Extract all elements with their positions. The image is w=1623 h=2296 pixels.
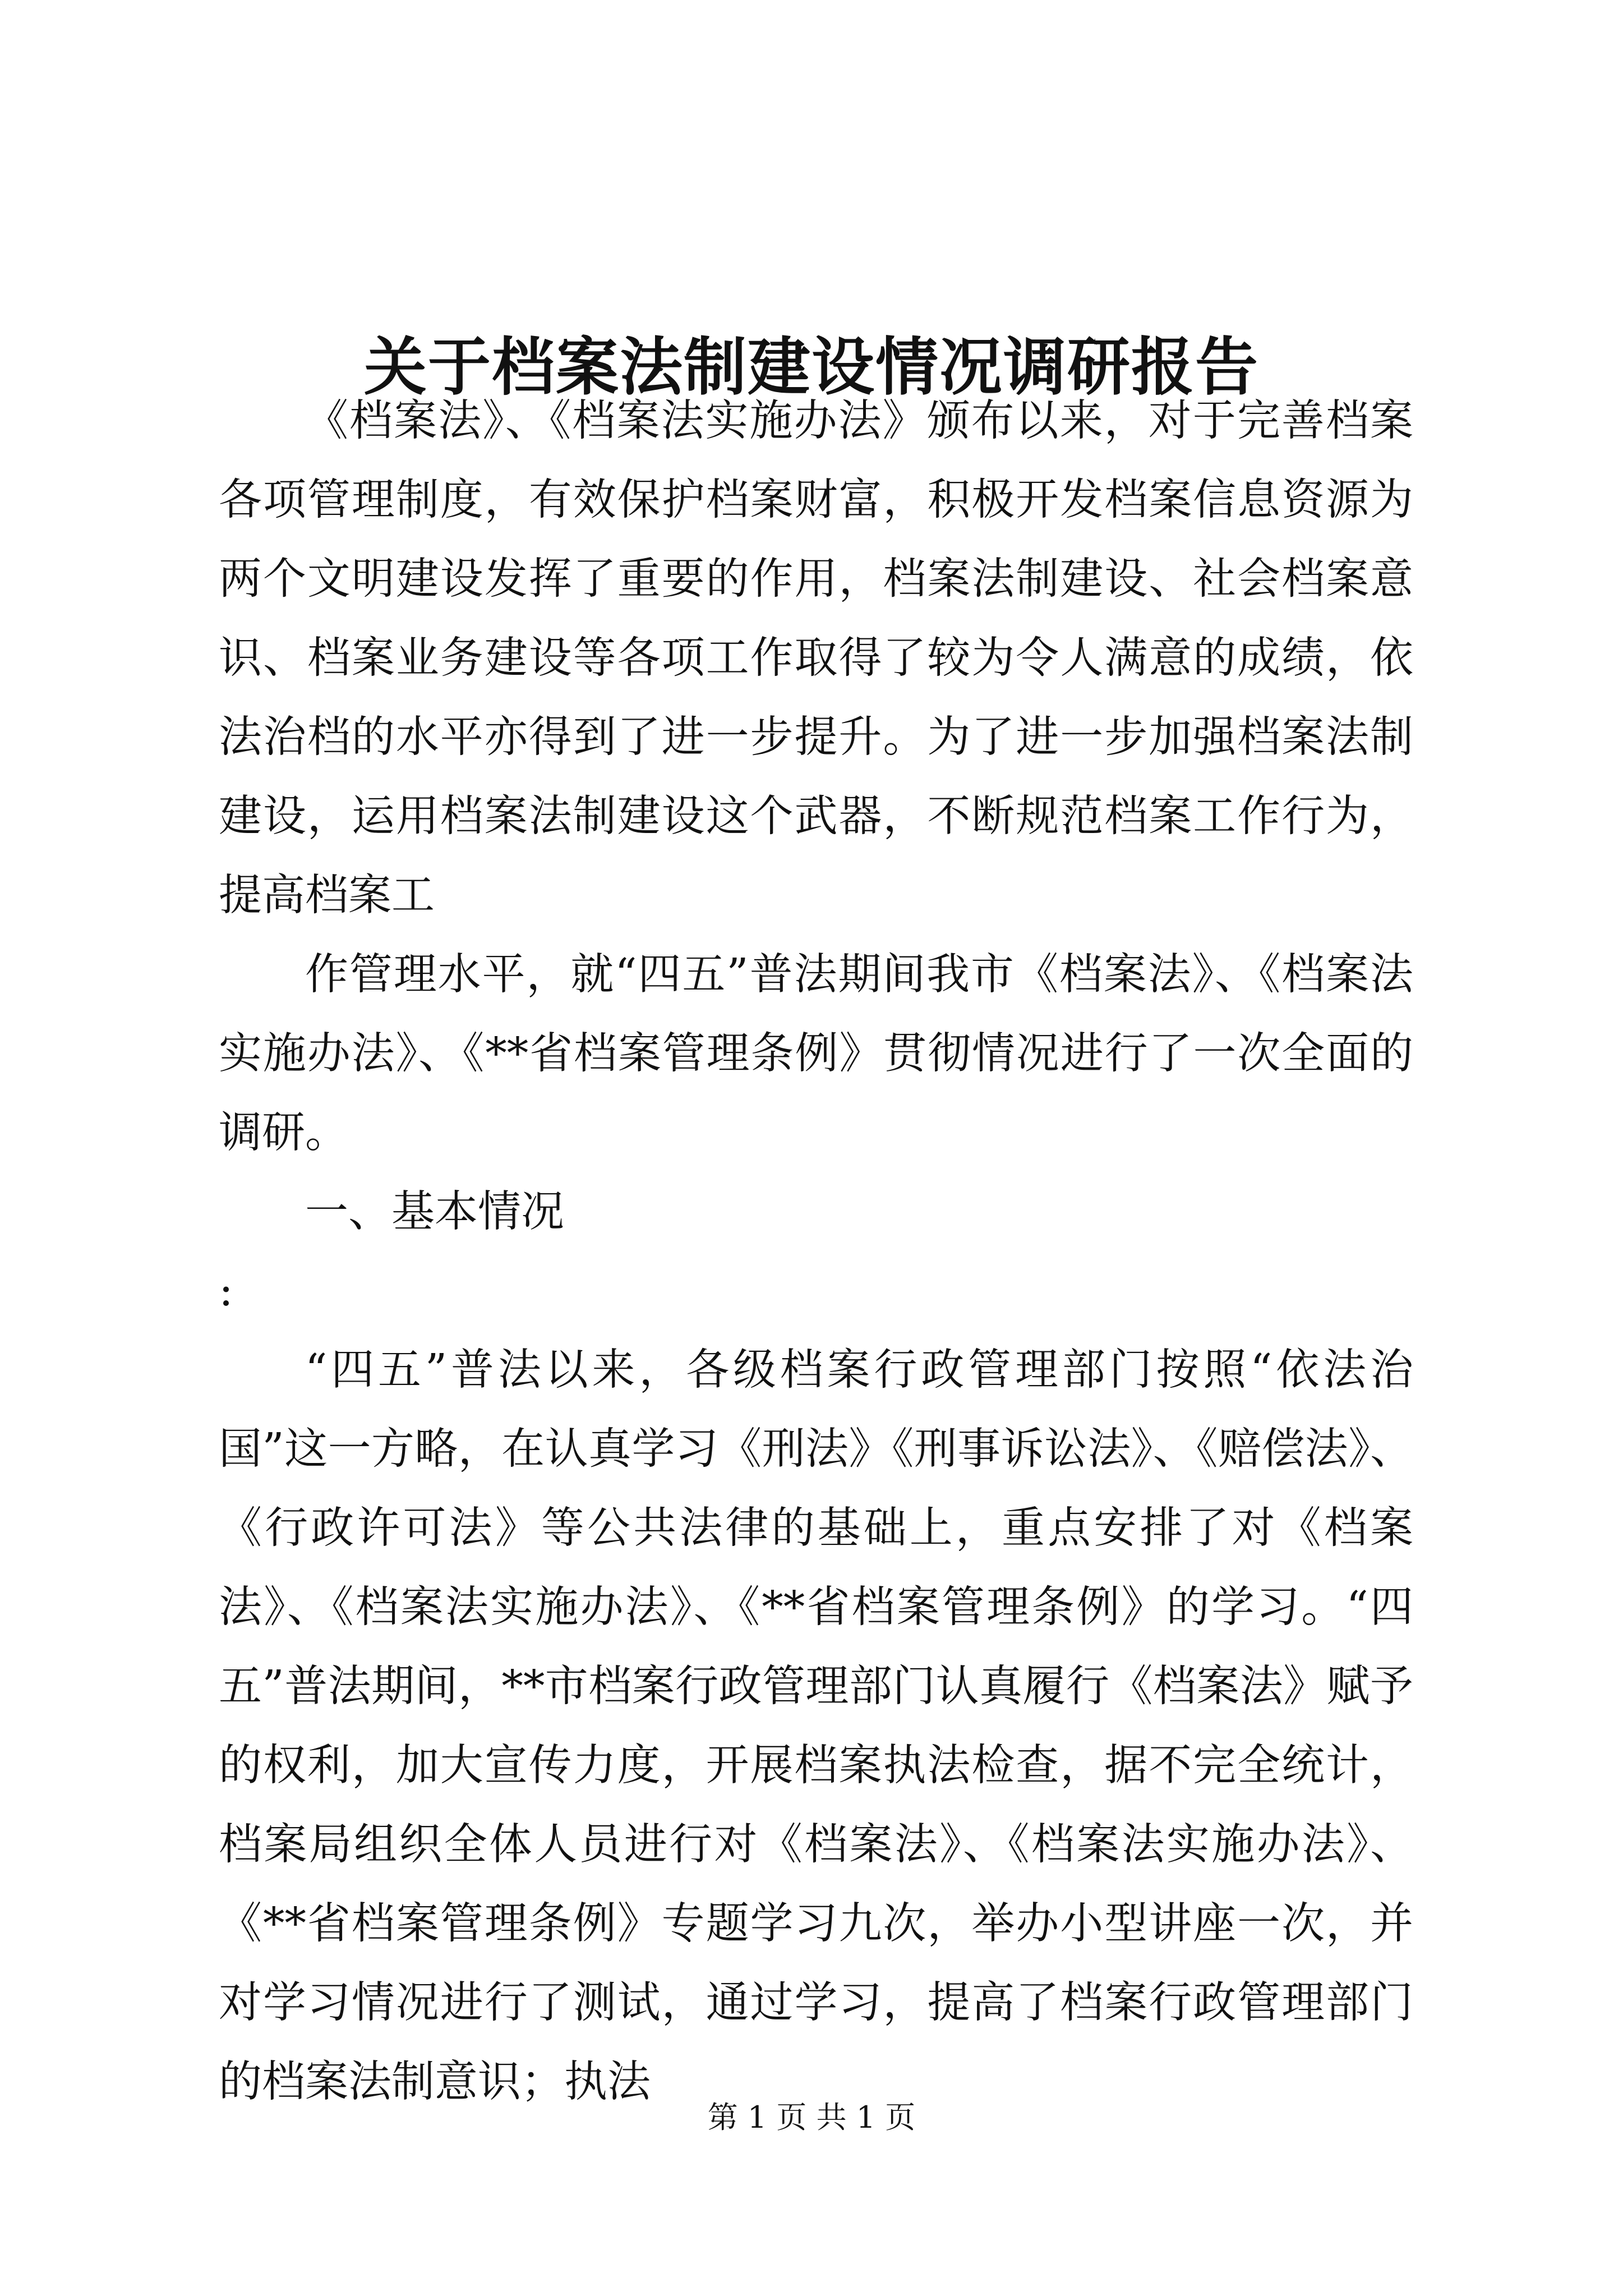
page-footer: 第 1 页 共 1 页 [707, 2100, 916, 2135]
section-heading-basic-situation: 一、基本情况 [305, 1187, 564, 1237]
document-body [219, 381, 1413, 2122]
colon-mark: : [219, 1266, 233, 1316]
paragraph-intro: 《档案法》、《档案法实施办法》颁布以来，对于完善档案各项管理制度，有效保护档案财富，积极开发档案信息资源为两个文明建设发挥了重要的作用，档案法制建设、社会档案意识、档案业务建设等各项工作取得了较为令人满意的成绩，依法治档的水平亦得到了进一步提升。为了进一步加强档案法制建设，运用档案法制建设这个武器，不断规范档案工作行为，提高档案工 [219, 396, 1413, 921]
document-title: 关于档案法制建设情况调研报告 [364, 330, 1259, 404]
paragraph-research-scope: 作管理水平，就“四五”普法期间我市《档案法》、《档案法实施办法》、《**省档案管理条例》贯彻情况进行了一次全面的调研。 [219, 950, 1413, 1158]
paragraph-basic-situation: “四五”普法以来，各级档案行政管理部门按照“依法治国”这一方略，在认真学习《刑法》《刑事诉讼法》、《赔偿法》、《行政许可法》等公共法律的基础上，重点安排了对《档案法》、《档案法实施办法》、《**省档案管理条例》的学习。“四五”普法期间，**市档案行政管理部门认真履行《档案法》赋予的权利，加大宣传力度，开展档案执法检查，据不完全统计，档案局组织全体人员进行对《档案法》、《档案法实施办法》、《**省档案管理条例》专题学习九次，举办小型讲座一次，并对学习情况进行了测试，通过学习，提高了档案行政管理部门的档案法制意识；执法 [219, 1345, 1413, 2107]
